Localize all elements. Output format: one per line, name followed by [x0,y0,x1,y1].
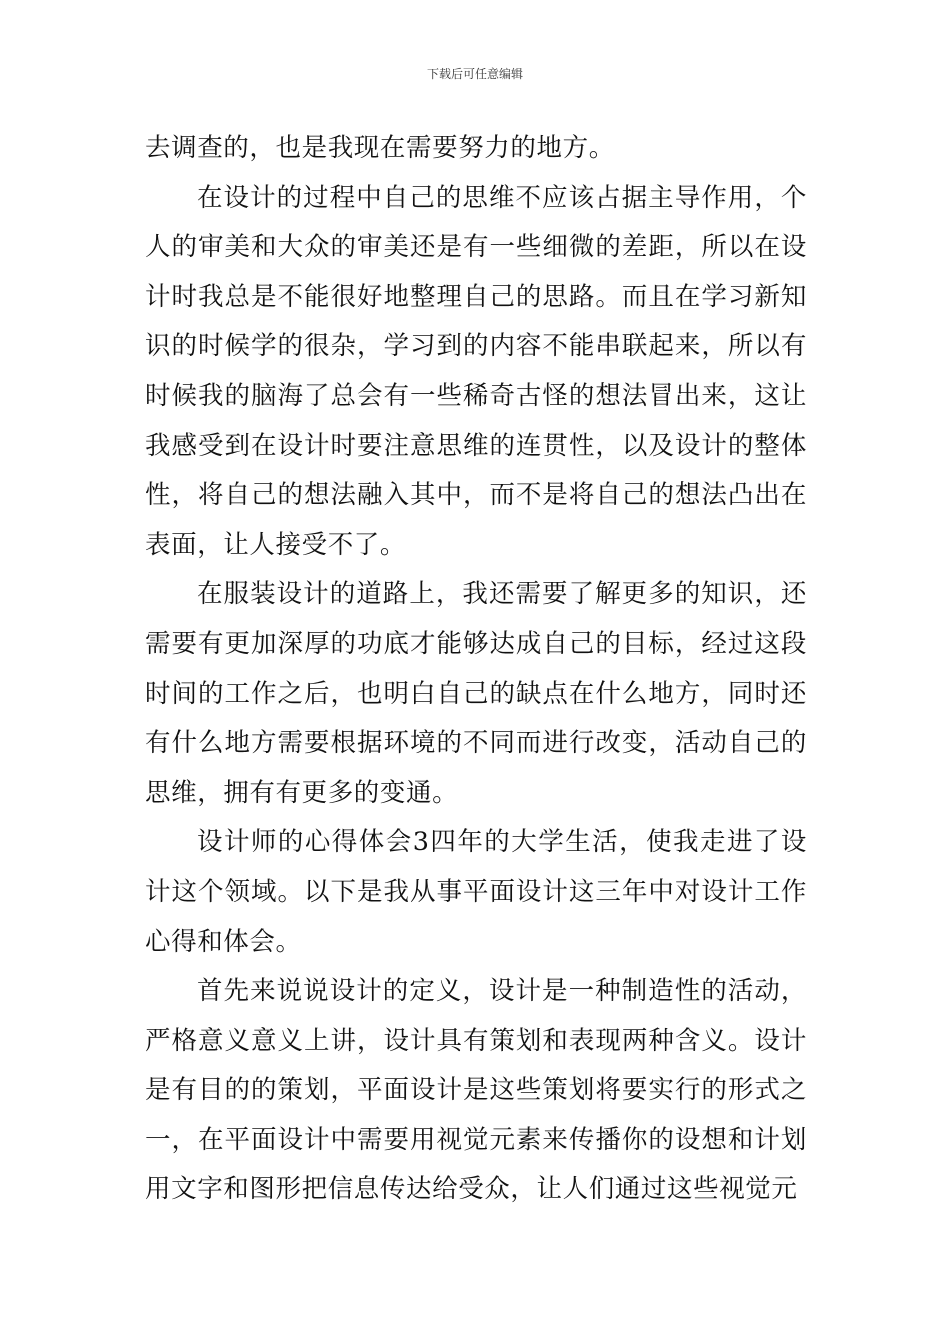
paragraph-4: 设计师的心得体会3四年的大学生活，使我走进了设计这个领域。以下是我从事平面设计这三年中对设计工作心得和体会。 [145,827,807,957]
paragraph-5: 首先来说说设计的定义，设计是一种制造性的活动，严格意义意义上讲，设计具有策划和表现两种含义。设计是有目的的策划，平面设计是这些策划将要实行的形式之一，在平面设计中需要用视觉元素来传播你的设想和计划用文字和图形把信息传达给受众，让人们通过这些视觉元 [145,976,807,1205]
paragraph-3: 在服装设计的道路上，我还需要了解更多的知识，还需要有更加深厚的功底才能够达成自己的目标，经过这段时间的工作之后，也明白自己的缺点在什么地方，同时还有什么地方需要根据环境的不同而进行改变，活动自己的思维，拥有有更多的变通。 [145,579,807,808]
paragraph-1: 去调查的，也是我现在需要努力的地方。 [145,133,615,163]
document-body [145,124,807,1215]
paragraph-2: 在设计的过程中自己的思维不应该占据主导作用，个人的审美和大众的审美还是有一些细微的差距，所以在设计时我总是不能很好地整理自己的思路。而且在学习新知识的时候学的很杂，学习到的内容不能串联起来，所以有时候我的脑海了总会有一些稀奇古怪的想法冒出来，这让我感受到在设计时要注意思维的连贯性，以及设计的整体性，将自己的想法融入其中，而不是将自己的想法凸出在表面，让人接受不了。 [145,182,807,560]
page-header: 下载后可任意编辑 [426,67,523,81]
